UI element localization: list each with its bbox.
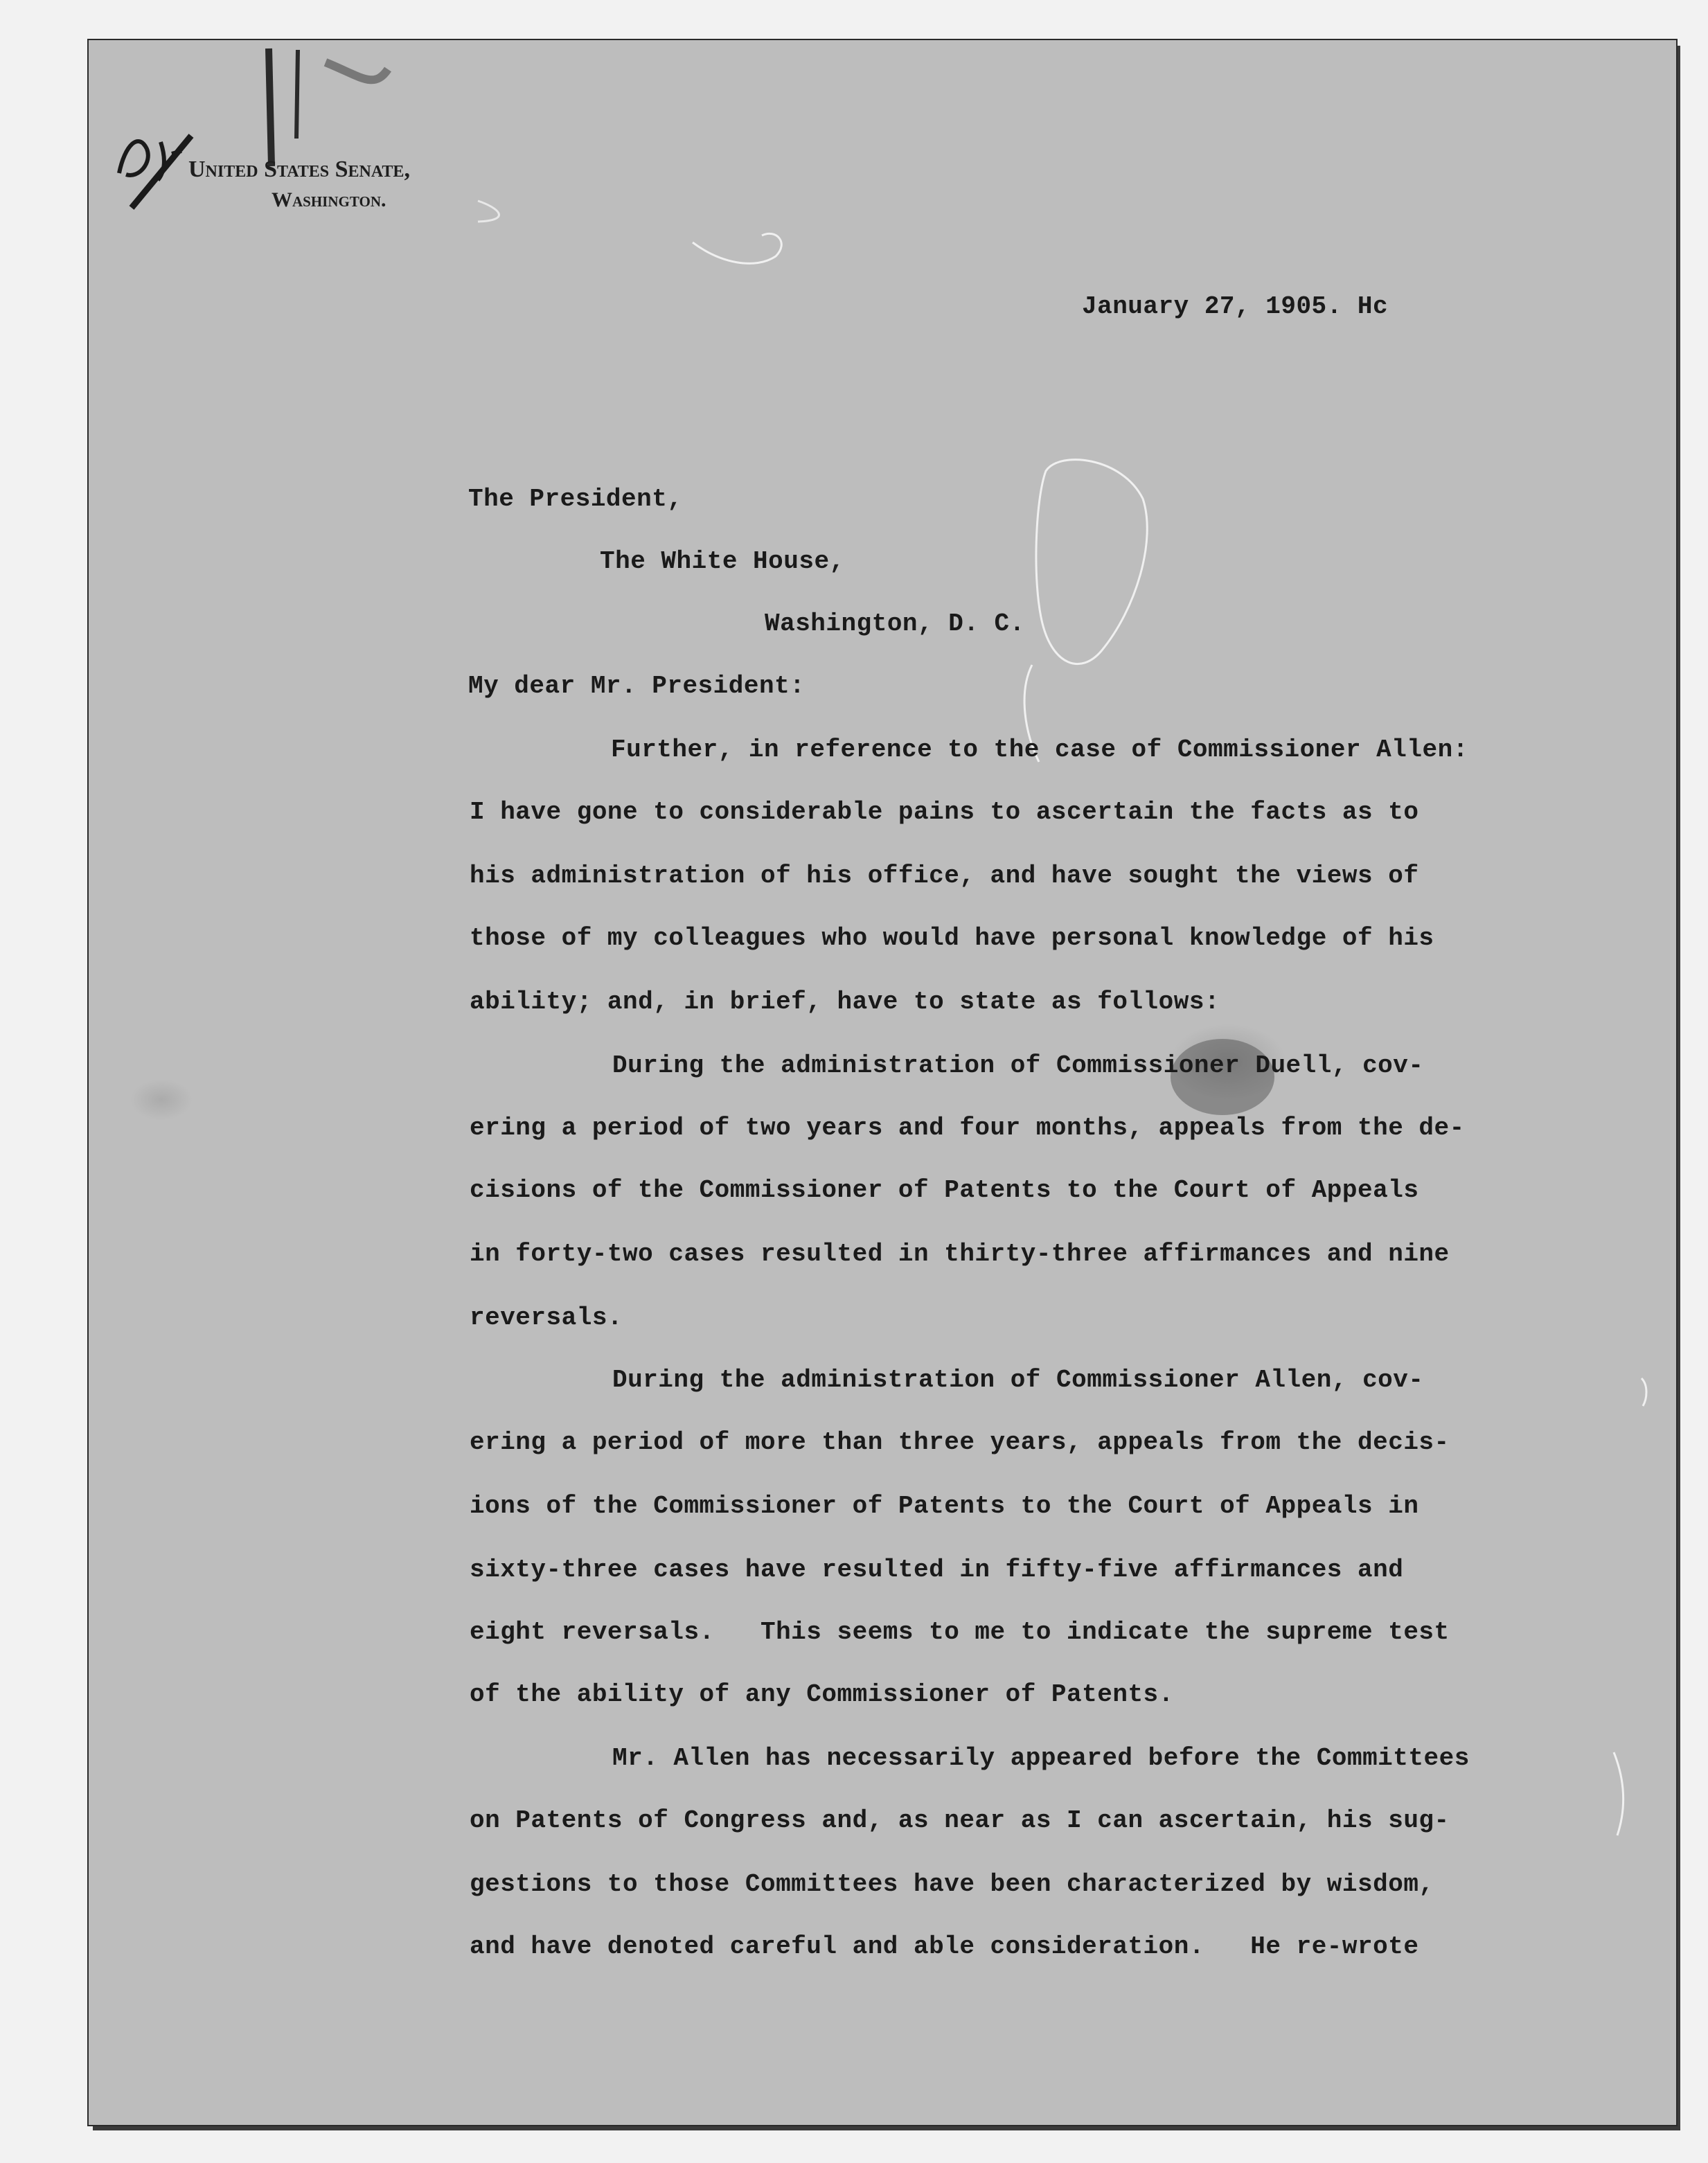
- body-line: of the ability of any Commissioner of Patents.: [470, 1680, 1174, 1709]
- body-line: During the administration of Commissioner Duell, cov-: [612, 1051, 1424, 1080]
- letterhead-line-1: United States Senate,: [188, 157, 410, 182]
- paper-wear: [1036, 460, 1147, 664]
- paper-scratch: [693, 233, 781, 263]
- body-line: in forty-two cases resulted in thirty-three affirmances and nine: [470, 1240, 1450, 1268]
- body-line: and have denoted careful and able consideration. He re-wrote: [470, 1932, 1419, 1961]
- initials-mark: [119, 141, 148, 175]
- body-line: those of my colleagues who would have personal knowledge of his: [470, 924, 1434, 952]
- body-line: cisions of the Commissioner of Patents to the Court of Appeals: [470, 1176, 1419, 1204]
- body-line: ability; and, in brief, have to state as follows:: [470, 988, 1220, 1016]
- body-line: reversals.: [470, 1303, 623, 1332]
- address-line-2: The White House,: [600, 547, 845, 576]
- body-line: Mr. Allen has necessarily appeared before the Committees: [612, 1744, 1470, 1772]
- ink-smear: [326, 62, 388, 80]
- body-line: eight reversals. This seems to me to indicate the supreme test: [470, 1618, 1450, 1646]
- letterhead-line-2: Washington.: [272, 188, 386, 211]
- body-line: Further, in reference to the case of Commissioner Allen:: [611, 736, 1468, 764]
- ink-smear: [269, 48, 272, 166]
- address-line-3: Washington, D. C.: [765, 609, 1025, 638]
- body-line: During the administration of Commissioner Allen, cov-: [612, 1366, 1424, 1394]
- ink-smear: [296, 50, 298, 139]
- body-line: sixty-three cases have resulted in fifty-five affirmances and: [470, 1556, 1404, 1584]
- body-line: ering a period of two years and four months, appeals from the de-: [470, 1114, 1465, 1142]
- paper-scratch: [1614, 1752, 1624, 1835]
- body-line: his administration of his office, and have sought the views of: [470, 862, 1419, 890]
- body-line: ions of the Commissioner of Patents to the Court of Appeals in: [470, 1492, 1419, 1520]
- paper-scratch: [1642, 1378, 1646, 1406]
- letter-date: January 27, 1905. Hc: [1082, 292, 1389, 321]
- body-line: I have gone to considerable pains to ascertain the facts as to: [470, 798, 1419, 826]
- salutation: My dear Mr. President:: [468, 672, 806, 700]
- paper-scratch: [478, 201, 499, 222]
- body-line: gestions to those Committees have been characterized by wisdom,: [470, 1870, 1434, 1898]
- body-line: on Patents of Congress and, as near as I can ascertain, his sug-: [470, 1806, 1450, 1835]
- address-line-1: The President,: [468, 485, 683, 513]
- body-line: ering a period of more than three years, appeals from the decis-: [470, 1428, 1450, 1457]
